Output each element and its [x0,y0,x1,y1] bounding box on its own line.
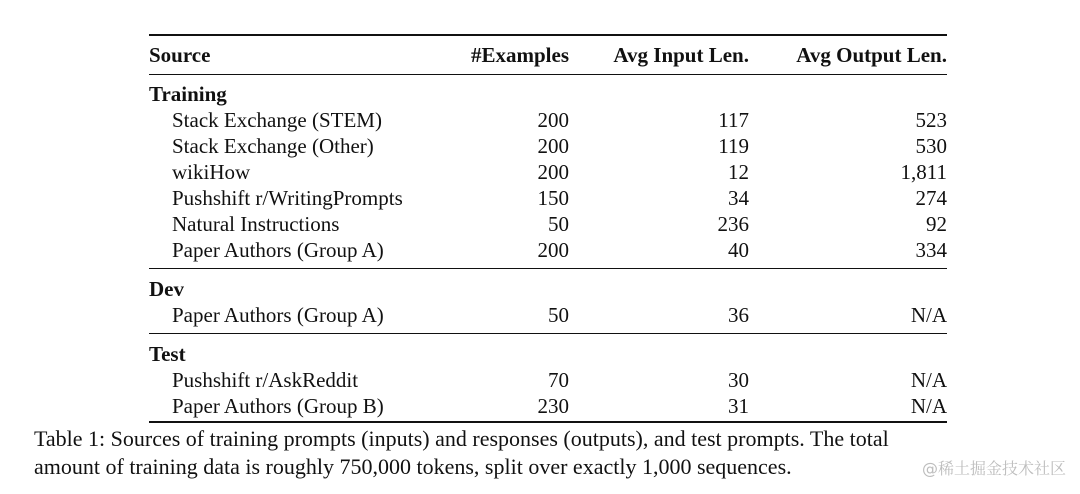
cell-examples: 200 [537,238,569,262]
cell-source: Pushshift r/AskReddit [172,368,359,392]
section-dev [149,276,947,302]
cell-source: Stack Exchange (Other) [172,134,374,158]
cell-avg-output: 530 [915,134,947,158]
cell-source: wikiHow [172,160,251,184]
header-source: Source [149,43,211,67]
cell-avg-output: N/A [910,394,947,418]
cell-avg-input: 119 [718,134,749,158]
table-row [149,302,947,328]
top-rule [149,34,947,36]
header-examples: #Examples [470,43,569,67]
table-row [149,185,947,211]
cell-avg-input: 36 [728,303,749,327]
cell-source: Paper Authors (Group A) [172,238,384,262]
cell-source: Natural Instructions [172,212,340,236]
cell-avg-output: 1,811 [900,160,947,184]
header-avg-input: Avg Input Len. [613,43,749,67]
cell-avg-output: 523 [915,108,947,132]
cell-examples: 200 [537,108,569,132]
section-training [149,81,947,107]
section-label: Training [149,82,227,106]
bottom-rule [149,421,947,423]
header-avg-output: Avg Output Len. [796,43,947,67]
cell-avg-input: 40 [728,238,749,262]
section-rule [149,268,947,269]
section-test [149,341,947,367]
section-rule [149,333,947,334]
cell-examples: 70 [548,368,569,392]
cell-avg-input: 12 [728,160,749,184]
watermark: @稀土掘金技术社区 [921,459,1066,478]
table-row [149,211,947,237]
cell-examples: 50 [548,212,569,236]
caption-line-2: amount of training data is roughly 750,000 tokens, split over exactly 1,000 sequences. [34,454,792,479]
cell-source: Paper Authors (Group A) [172,303,384,327]
header-row [149,42,947,68]
cell-examples: 230 [537,394,569,418]
cell-source: Paper Authors (Group B) [172,394,384,418]
cell-avg-input: 30 [728,368,749,392]
cell-avg-output: N/A [910,368,947,392]
table-row [149,237,947,263]
table-row [149,133,947,159]
section-label: Dev [149,277,184,301]
header-rule [149,74,947,75]
cell-avg-input: 34 [728,186,749,210]
cell-examples: 150 [537,186,569,210]
section-label: Test [149,342,186,366]
cell-examples: 200 [537,160,569,184]
table-row [149,159,947,185]
cell-avg-output: 334 [915,238,947,262]
cell-avg-output: N/A [910,303,947,327]
cell-avg-input: 117 [718,108,749,132]
cell-avg-output: 274 [915,186,947,210]
cell-examples: 200 [537,134,569,158]
caption-line-1: Table 1: Sources of training prompts (inputs) and responses (outputs), and test prompts. The total [34,426,889,451]
table-row [149,107,947,133]
cell-avg-input: 31 [728,394,749,418]
cell-source: Stack Exchange (STEM) [172,108,382,132]
table-row [149,393,947,419]
cell-avg-input: 236 [717,212,749,236]
cell-examples: 50 [548,303,569,327]
cell-source: Pushshift r/WritingPrompts [172,186,403,210]
table-row [149,367,947,393]
table-caption [34,425,1069,481]
cell-avg-output: 92 [926,212,947,236]
